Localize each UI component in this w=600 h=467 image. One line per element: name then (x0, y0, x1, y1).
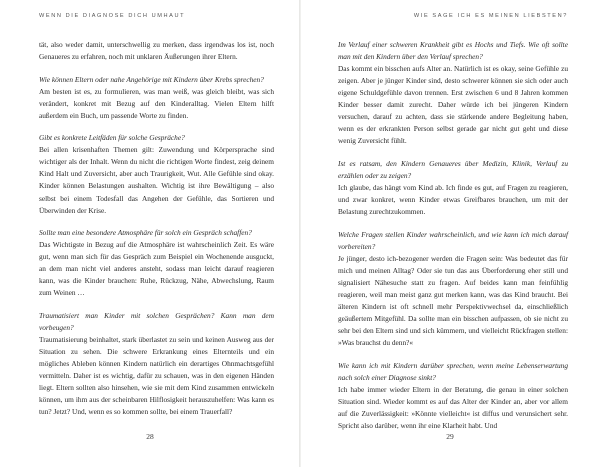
right-page-body (338, 39, 568, 432)
running-head-right: WIE SAGE ICH ES MEINEN LIEBSTEN? (413, 13, 568, 19)
answer-paragraph: Je jünger, desto ich-bezogener werden die Fragen sein: Was bedeutet das für mich und meinen Alltag? Oder sie tun das aus Überforderung eher still und signalisiert Nähesuche statt zu fragen. Auf beides kann man feinfühlig reagieren, weil man meist ganz gut merken kann, was das Kind braucht. Bei älteren Kindern ist oft schnell mehr Perspektivwechsel da, einschließlich geäußertem Mitgefühl. Da sollte man ein bisschen aufpassen, ob sie nicht zu sehr bei den Eltern sind und sich kümmern, und vielleicht Rückfragen stellen: »Was brauchst du denn?« (338, 253, 568, 348)
page-number-right: 29 (446, 432, 454, 441)
answer-paragraph: Traumatisierung beinhaltet, stark überlastet zu sein und keinen Ausweg aus der Situation zu sehen. Die schwere Erkrankung eines Elternteils und ein mögliches Ableben können Kindern natürlich ein derartiges Ohnmachtsgefühl vermitteln. Daher ist es wichtig, dafür zu schauen, was in den eigenen Händen liegt. Eltern sollten also hinsehen, wie sie mit dem Kind zusammen entwickeln können, um ihm aus der scheinbaren Hilflosigkeit herauszuhelfen: Was kann es tun? Jetzt? Und, wenn es so kommen sollte, bei einem Trauerfall? (39, 334, 274, 417)
question-paragraph: Wie kann ich mit Kindern darüber sprechen, wenn meine Lebenserwartung nach solch einer Diagnose sinkt? (338, 360, 568, 382)
left-page-body (39, 39, 274, 418)
answer-paragraph: Das kommt ein bisschen aufs Alter an. Natürlich ist es okay, seine Gefühle zu zeigen. Aber je jünger Kinder sind, desto schwerer können sie sich oder auch eigene Schuldgefühle davon trennen. Erst zwischen 6 und 8 Jahren kommen Kinder besser damit zurecht. Daher würde ich bei jüngeren Kindern versuchen, darauf zu achten, dass sie stärkende andere Begleitung haben, wenn es der erkrankten Person selbst gerade gar nicht gut geht und diese wenig Zuversicht fühlt. (338, 64, 568, 146)
right-page (300, 0, 600, 467)
question-paragraph: Wie können Eltern oder nahe Angehörige mit Kindern über Krebs sprechen? (39, 74, 264, 84)
running-head-left: WENN DIE DIAGNOSE DICH UMHAUT (39, 13, 186, 19)
answer-paragraph: Ich glaube, das hängt vom Kind ab. Ich finde es gut, auf Fragen zu reagieren, und zwar konkret, wenn Kinder etwas Greifbares brauchen, um mit der Belastung zurechtzukommen. (338, 183, 568, 217)
answer-paragraph: Am besten ist es, zu formulieren, was man weiß, was gleich bleibt, was sich verändert, konkret mit Bezug auf den Kinderalltag. Vielen Eltern hilft außerdem ein Buch, um passende Worte zu finden. (39, 86, 274, 120)
question-paragraph: Welche Fragen stellen Kinder wahrscheinlich, und wie kann ich mich darauf vorbereiten? (338, 229, 568, 251)
question-paragraph: Traumatisiert man Kinder mit solchen Gesprächen? Kann man dem vorbeugen? (39, 310, 274, 332)
answer-paragraph: Ich habe immer wieder Eltern in der Beratung, die genau in einer solchen Situation sind. Wieder kommt es auf das Alter der Kinder an, aber vor allem auf die Zuverlässigkeit: »Könnte vielleicht« ist diffus und verunsichert sehr. Spricht also darüber, wenn ihr eine Klarheit habt. Und (338, 384, 568, 430)
page-number-left: 28 (146, 432, 154, 441)
answer-paragraph: tät, also weder damit, unterschwellig zu merken, dass irgendwas los ist, noch Genaueres zu erfahren, noch mit unklaren Äußerungen ihrer Eltern. (39, 40, 274, 62)
question-paragraph: Im Verlauf einer schweren Krankheit gibt es Hochs und Tiefs. Wie oft sollte man mit den Kindern über den Verlauf sprechen? (338, 40, 568, 62)
answer-paragraph: Das Wichtigste in Bezug auf die Atmosphäre ist wahrscheinlich Zeit. Es wäre gut, wenn man sich für das Gespräch zum Beispiel ein Wochenende ausguckt, an dem man nicht viel anderes ansteht, sodass man leicht darauf reagieren kann, was die Kinder brauchen: Ruhe, Rückzug, Nähe, Abwechslung, Raum zum Weinen … (39, 240, 274, 298)
question-paragraph: Ist es ratsam, den Kindern Genaueres über Medizin, Klinik, Verlauf zu erzählen oder zu zeigen? (338, 158, 568, 180)
question-paragraph: Sollte man eine besondere Atmosphäre für solch ein Gespräch schaffen? (39, 228, 252, 238)
answer-paragraph: Bei allen krisenhaften Themen gilt: Zuwendung und Körpersprache sind wichtiger als der Inhalt. Wenn du nicht die richtigen Worte findest, zeig deinem Kind Halt und Zuversicht, aber auch Traurigkeit, Wut. Alle Gefühle sind okay. Kinder können Belastungen aushalten. Wichtig ist ihre Bewältigung – also selbst bei einem Todesfall das Angehen der Gefühle, das Sortieren und Überwinden der Krise. (39, 145, 274, 215)
question-paragraph: Gibt es konkrete Leitfäden für solche Gespräche? (39, 133, 185, 143)
